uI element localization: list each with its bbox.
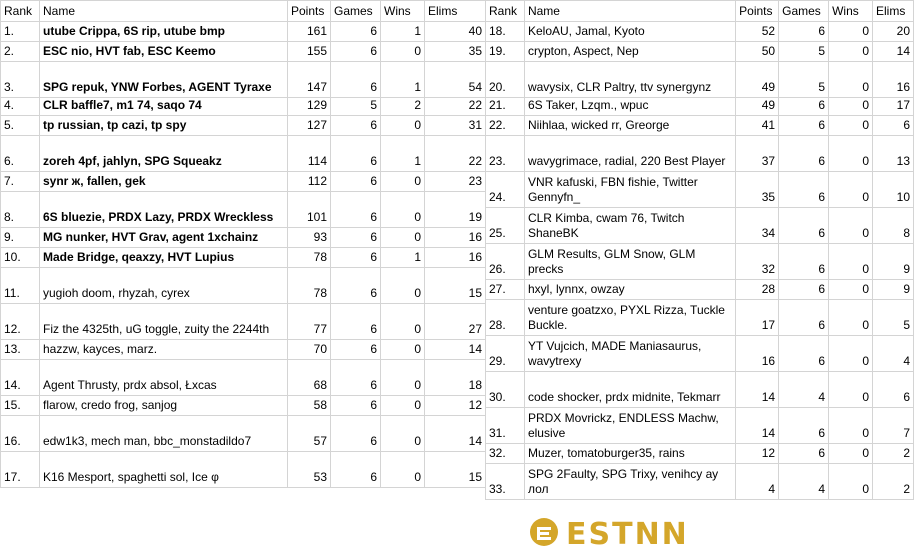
- games-cell: 6: [779, 116, 829, 136]
- games-cell: 6: [331, 42, 381, 62]
- games-cell: 6: [331, 396, 381, 416]
- table-row: [486, 22, 914, 42]
- elims-cell: 23: [425, 172, 486, 192]
- rank-cell: 10.: [1, 248, 40, 268]
- rank-cell: 16.: [1, 416, 40, 452]
- team-name-cell: K16 Mesport, spaghetti sol, Ice φ: [40, 452, 288, 488]
- elims-cell: 2: [873, 444, 914, 464]
- table-row: [1, 22, 486, 42]
- rank-cell: 9.: [1, 228, 40, 248]
- header-elims: Elims: [873, 1, 914, 22]
- header-rank: Rank: [486, 1, 525, 22]
- rank-cell: 32.: [486, 444, 525, 464]
- standings-body-left: [1, 22, 486, 488]
- table-row: [486, 62, 914, 98]
- elims-cell: 9: [873, 280, 914, 300]
- wins-cell: 0: [829, 42, 873, 62]
- header-name: Name: [40, 1, 288, 22]
- table-row: [1, 42, 486, 62]
- elims-cell: 15: [425, 268, 486, 304]
- table-row: [486, 98, 914, 116]
- points-cell: 155: [288, 42, 331, 62]
- wins-cell: 0: [829, 444, 873, 464]
- games-cell: 6: [779, 336, 829, 372]
- rank-cell: 6.: [1, 136, 40, 172]
- wins-cell: 0: [381, 228, 425, 248]
- points-cell: 52: [736, 22, 779, 42]
- wins-cell: 0: [829, 244, 873, 280]
- elims-cell: 10: [873, 172, 914, 208]
- rank-cell: 25.: [486, 208, 525, 244]
- games-cell: 6: [779, 172, 829, 208]
- header-games: Games: [331, 1, 381, 22]
- table-row: [486, 244, 914, 280]
- points-cell: 4: [736, 464, 779, 500]
- elims-cell: 12: [425, 396, 486, 416]
- table-row: [1, 98, 486, 116]
- points-cell: 49: [736, 98, 779, 116]
- rank-cell: 3.: [1, 62, 40, 98]
- games-cell: 5: [779, 62, 829, 98]
- team-name-cell: CLR Kimba, cwam 76, Twitch ShaneBK: [524, 208, 735, 244]
- rank-cell: 24.: [486, 172, 525, 208]
- elims-cell: 19: [425, 192, 486, 228]
- rank-cell: 27.: [486, 280, 525, 300]
- elims-cell: 27: [425, 304, 486, 340]
- elims-cell: 9: [873, 244, 914, 280]
- wins-cell: 0: [829, 408, 873, 444]
- team-name-cell: MG nunker, HVT Grav, agent 1xchainz: [40, 228, 288, 248]
- team-name-cell: Niihlaa, wicked rr, Greorge: [524, 116, 735, 136]
- games-cell: 5: [779, 42, 829, 62]
- team-name-cell: Muzer, tomatoburger35, rains: [524, 444, 735, 464]
- rank-cell: 13.: [1, 340, 40, 360]
- table-row: [486, 280, 914, 300]
- elims-cell: 16: [873, 62, 914, 98]
- elims-cell: 22: [425, 98, 486, 116]
- table-header-row: [1, 1, 486, 22]
- elims-cell: 13: [873, 136, 914, 172]
- team-name-cell: VNR kafuski, FBN fishie, Twitter Gennyfn_: [524, 172, 735, 208]
- points-cell: 12: [736, 444, 779, 464]
- points-cell: 161: [288, 22, 331, 42]
- rank-cell: 31.: [486, 408, 525, 444]
- games-cell: 6: [331, 268, 381, 304]
- table-row: [1, 340, 486, 360]
- rank-cell: 23.: [486, 136, 525, 172]
- rank-cell: 26.: [486, 244, 525, 280]
- points-cell: 49: [736, 62, 779, 98]
- games-cell: 6: [331, 192, 381, 228]
- games-cell: 6: [779, 408, 829, 444]
- table-row: [1, 172, 486, 192]
- table-row: [486, 336, 914, 372]
- rank-cell: 20.: [486, 62, 525, 98]
- rank-cell: 22.: [486, 116, 525, 136]
- table-row: [486, 300, 914, 336]
- wins-cell: 0: [829, 464, 873, 500]
- wins-cell: 1: [381, 248, 425, 268]
- table-row: [486, 464, 914, 500]
- table-row: [1, 304, 486, 340]
- points-cell: 129: [288, 98, 331, 116]
- logo-emblem-glyph: [537, 527, 551, 540]
- wins-cell: 0: [381, 268, 425, 304]
- rank-cell: 17.: [1, 452, 40, 488]
- points-cell: 14: [736, 372, 779, 408]
- table-row: [486, 42, 914, 62]
- table-row: [1, 248, 486, 268]
- table-row: [486, 444, 914, 464]
- table-row: [486, 208, 914, 244]
- elims-cell: 18: [425, 360, 486, 396]
- standings-table-right: [485, 0, 914, 500]
- games-cell: 6: [779, 136, 829, 172]
- team-name-cell: tp russian, tp cazi, tp spy: [40, 116, 288, 136]
- wins-cell: 0: [829, 172, 873, 208]
- rank-cell: 5.: [1, 116, 40, 136]
- elims-cell: 16: [425, 228, 486, 248]
- team-name-cell: Made Bridge, qeaxzy, HVT Lupius: [40, 248, 288, 268]
- points-cell: 78: [288, 268, 331, 304]
- header-points: Points: [736, 1, 779, 22]
- table-row: [486, 172, 914, 208]
- points-cell: 37: [736, 136, 779, 172]
- table-row: [1, 452, 486, 488]
- wins-cell: 1: [381, 22, 425, 42]
- rank-cell: 28.: [486, 300, 525, 336]
- elims-cell: 14: [425, 416, 486, 452]
- header-wins: Wins: [829, 1, 873, 22]
- team-name-cell: SPG repuk, YNW Forbes, AGENT Tyraxe: [40, 62, 288, 98]
- team-name-cell: Agent Thrusty, prdx absol, Łxcas: [40, 360, 288, 396]
- games-cell: 6: [331, 172, 381, 192]
- table-row: [1, 62, 486, 98]
- rank-cell: 11.: [1, 268, 40, 304]
- team-name-cell: YT Vujcich, MADE Maniasaurus, wavytrexy: [524, 336, 735, 372]
- points-cell: 147: [288, 62, 331, 98]
- rank-cell: 8.: [1, 192, 40, 228]
- wins-cell: 0: [829, 280, 873, 300]
- team-name-cell: PRDX Movrickz, ENDLESS Machw, elusive: [524, 408, 735, 444]
- elims-cell: 2: [873, 464, 914, 500]
- wins-cell: 0: [381, 396, 425, 416]
- elims-cell: 14: [425, 340, 486, 360]
- header-name: Name: [524, 1, 735, 22]
- wins-cell: 1: [381, 62, 425, 98]
- table-row: [1, 136, 486, 172]
- games-cell: 6: [331, 62, 381, 98]
- team-name-cell: Fiz the 4325th, uG toggle, zuity the 2244th: [40, 304, 288, 340]
- team-name-cell: hazzw, kayces, marz.: [40, 340, 288, 360]
- wins-cell: 0: [829, 372, 873, 408]
- games-cell: 5: [331, 98, 381, 116]
- rank-cell: 19.: [486, 42, 525, 62]
- wins-cell: 0: [829, 98, 873, 116]
- team-name-cell: crypton, Aspect, Nep: [524, 42, 735, 62]
- games-cell: 6: [331, 136, 381, 172]
- elims-cell: 54: [425, 62, 486, 98]
- elims-cell: 15: [425, 452, 486, 488]
- rank-cell: 1.: [1, 22, 40, 42]
- wins-cell: 0: [381, 452, 425, 488]
- wins-cell: 0: [381, 192, 425, 228]
- elims-cell: 5: [873, 300, 914, 336]
- table-row: [1, 416, 486, 452]
- table-row: [1, 192, 486, 228]
- elims-cell: 16: [425, 248, 486, 268]
- games-cell: 4: [779, 372, 829, 408]
- team-name-cell: venture goatzxo, PYXL Rizza, Tuckle Buckle.: [524, 300, 735, 336]
- header-games: Games: [779, 1, 829, 22]
- wins-cell: 0: [829, 22, 873, 42]
- team-name-cell: wavysix, CLR Paltry, ttv synergynz: [524, 62, 735, 98]
- elims-cell: 14: [873, 42, 914, 62]
- wins-cell: 0: [829, 116, 873, 136]
- team-name-cell: ESC nio, HVT fab, ESC Keemo: [40, 42, 288, 62]
- points-cell: 114: [288, 136, 331, 172]
- wins-cell: 0: [381, 340, 425, 360]
- points-cell: 93: [288, 228, 331, 248]
- table-header-row: [486, 1, 914, 22]
- header-wins: Wins: [381, 1, 425, 22]
- rank-cell: 29.: [486, 336, 525, 372]
- games-cell: 6: [779, 244, 829, 280]
- table-row: [1, 396, 486, 416]
- elims-cell: 17: [873, 98, 914, 116]
- header-rank: Rank: [1, 1, 40, 22]
- wins-cell: 0: [381, 172, 425, 192]
- points-cell: 57: [288, 416, 331, 452]
- points-cell: 41: [736, 116, 779, 136]
- wins-cell: 0: [829, 62, 873, 98]
- team-name-cell: synr ж, fallen, gek: [40, 172, 288, 192]
- rank-cell: 21.: [486, 98, 525, 116]
- games-cell: 6: [779, 98, 829, 116]
- points-cell: 50: [736, 42, 779, 62]
- points-cell: 112: [288, 172, 331, 192]
- team-name-cell: hxyl, lynnx, owzay: [524, 280, 735, 300]
- wins-cell: 2: [381, 98, 425, 116]
- rank-cell: 12.: [1, 304, 40, 340]
- logo-wordmark: ESTNN: [566, 517, 689, 549]
- team-name-cell: flarow, credo frog, sanjog: [40, 396, 288, 416]
- points-cell: 53: [288, 452, 331, 488]
- points-cell: 34: [736, 208, 779, 244]
- points-cell: 35: [736, 172, 779, 208]
- points-cell: 77: [288, 304, 331, 340]
- elims-cell: 6: [873, 116, 914, 136]
- team-name-cell: edw1k3, mech man, bbc_monstadildo7: [40, 416, 288, 452]
- elims-cell: 31: [425, 116, 486, 136]
- wins-cell: 0: [381, 416, 425, 452]
- points-cell: 78: [288, 248, 331, 268]
- elims-cell: 35: [425, 42, 486, 62]
- points-cell: 14: [736, 408, 779, 444]
- games-cell: 6: [331, 360, 381, 396]
- team-name-cell: yugioh doom, rhyzah, cyrex: [40, 268, 288, 304]
- rank-cell: 2.: [1, 42, 40, 62]
- wins-cell: 0: [829, 300, 873, 336]
- wins-cell: 0: [381, 360, 425, 396]
- table-row: [1, 116, 486, 136]
- header-points: Points: [288, 1, 331, 22]
- rank-cell: 33.: [486, 464, 525, 500]
- table-row: [1, 268, 486, 304]
- table-row: [1, 228, 486, 248]
- games-cell: 6: [331, 116, 381, 136]
- games-cell: 4: [779, 464, 829, 500]
- team-name-cell: GLM Results, GLM Snow, GLM precks: [524, 244, 735, 280]
- points-cell: 101: [288, 192, 331, 228]
- wins-cell: 0: [381, 304, 425, 340]
- points-cell: 17: [736, 300, 779, 336]
- games-cell: 6: [331, 22, 381, 42]
- points-cell: 16: [736, 336, 779, 372]
- estnn-logo: [528, 515, 721, 549]
- points-cell: 28: [736, 280, 779, 300]
- team-name-cell: KeloAU, Jamal, Kyoto: [524, 22, 735, 42]
- games-cell: 6: [331, 340, 381, 360]
- wins-cell: 0: [829, 136, 873, 172]
- wins-cell: 0: [381, 116, 425, 136]
- wins-cell: 1: [381, 136, 425, 172]
- games-cell: 6: [331, 228, 381, 248]
- rank-cell: 14.: [1, 360, 40, 396]
- games-cell: 6: [331, 248, 381, 268]
- team-name-cell: zoreh 4pf, jahlyn, SPG Squeakz: [40, 136, 288, 172]
- points-cell: 32: [736, 244, 779, 280]
- games-cell: 6: [779, 280, 829, 300]
- rank-cell: 15.: [1, 396, 40, 416]
- elims-cell: 20: [873, 22, 914, 42]
- wins-cell: 0: [829, 208, 873, 244]
- games-cell: 6: [779, 208, 829, 244]
- standings-table-left: [0, 0, 486, 488]
- rank-cell: 7.: [1, 172, 40, 192]
- rank-cell: 18.: [486, 22, 525, 42]
- points-cell: 70: [288, 340, 331, 360]
- team-name-cell: SPG 2Faulty, SPG Trixy, venihcy ау лол: [524, 464, 735, 500]
- table-row: [486, 116, 914, 136]
- elims-cell: 22: [425, 136, 486, 172]
- points-cell: 68: [288, 360, 331, 396]
- header-elims: Elims: [425, 1, 486, 22]
- points-cell: 58: [288, 396, 331, 416]
- wins-cell: 0: [829, 336, 873, 372]
- games-cell: 6: [331, 416, 381, 452]
- rank-cell: 4.: [1, 98, 40, 116]
- games-cell: 6: [779, 300, 829, 336]
- elims-cell: 8: [873, 208, 914, 244]
- games-cell: 6: [779, 22, 829, 42]
- games-cell: 6: [331, 304, 381, 340]
- table-row: [1, 360, 486, 396]
- elims-cell: 40: [425, 22, 486, 42]
- table-row: [486, 408, 914, 444]
- games-cell: 6: [331, 452, 381, 488]
- elims-cell: 4: [873, 336, 914, 372]
- team-name-cell: 6S Taker, Lzqm., wpuc: [524, 98, 735, 116]
- team-name-cell: wavygrimace, radial, 220 Best Player: [524, 136, 735, 172]
- team-name-cell: 6S bluezie, PRDX Lazy, PRDX Wreckless: [40, 192, 288, 228]
- team-name-cell: code shocker, prdx midnite, Tekmarr: [524, 372, 735, 408]
- elims-cell: 6: [873, 372, 914, 408]
- table-row: [486, 372, 914, 408]
- elims-cell: 7: [873, 408, 914, 444]
- wins-cell: 0: [381, 42, 425, 62]
- points-cell: 127: [288, 116, 331, 136]
- games-cell: 6: [779, 444, 829, 464]
- standings-body-right: [486, 22, 914, 500]
- team-name-cell: CLR baffle7, m1 74, saqo 74: [40, 98, 288, 116]
- rank-cell: 30.: [486, 372, 525, 408]
- team-name-cell: utube Crippa, 6S rip, utube bmp: [40, 22, 288, 42]
- table-row: [486, 136, 914, 172]
